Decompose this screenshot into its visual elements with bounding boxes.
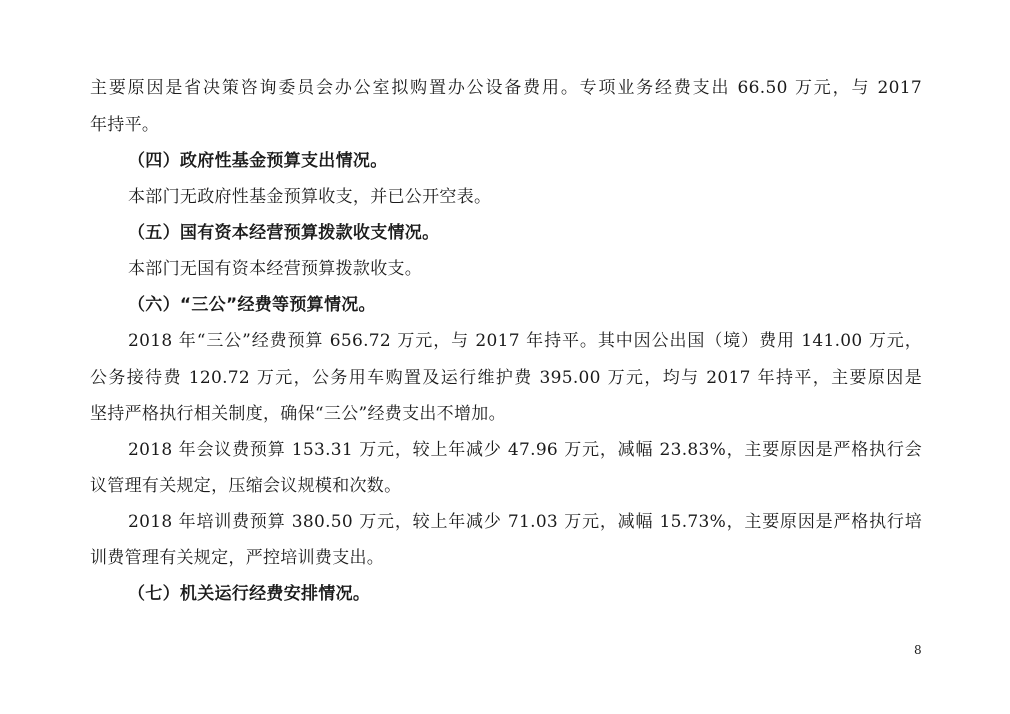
paragraph-line: 本部门无政府性基金预算收支，并已公开空表。	[128, 187, 492, 207]
paragraph-line: 公务接待费 120.72 万元，公务用车购置及运行维护费 395.00 万元，均与 2017 年持平，主要原因是	[90, 368, 922, 388]
paragraph-line: 主要原因是省决策咨询委员会办公室拟购置办公设备费用。专项业务经费支出 66.50 万元，与 2017	[90, 78, 922, 98]
paragraph-line: 议管理有关规定，压缩会议规模和次数。	[90, 476, 402, 496]
section-heading-5: （五）国有资本经营预算拨款收支情况。	[128, 223, 440, 243]
paragraph-line: 2018 年培训费预算 380.50 万元，较上年减少 71.03 万元，减幅 15.73%，主要原因是严格执行培	[128, 512, 922, 532]
paragraph-line: 坚持严格执行相关制度，确保“三公”经费支出不增加。	[90, 404, 506, 424]
section-heading-7: （七）机关运行经费安排情况。	[128, 584, 371, 604]
paragraph-line: 2018 年会议费预算 153.31 万元，较上年减少 47.96 万元，减幅 23.83%，主要原因是严格执行会	[128, 440, 922, 460]
section-heading-6: （六）“三公”经费等预算情况。	[128, 295, 376, 315]
section-heading-4: （四）政府性基金预算支出情况。	[128, 151, 388, 171]
paragraph-line: 本部门无国有资本经营预算拨款收支。	[128, 259, 423, 279]
paragraph-line: 年持平。	[90, 115, 160, 135]
paragraph-line: 2018 年“三公”经费预算 656.72 万元，与 2017 年持平。其中因公出国（境）费用 141.00 万元，	[128, 331, 922, 351]
page-number: 8	[914, 643, 922, 657]
paragraph-line: 训费管理有关规定，严控培训费支出。	[90, 548, 385, 568]
